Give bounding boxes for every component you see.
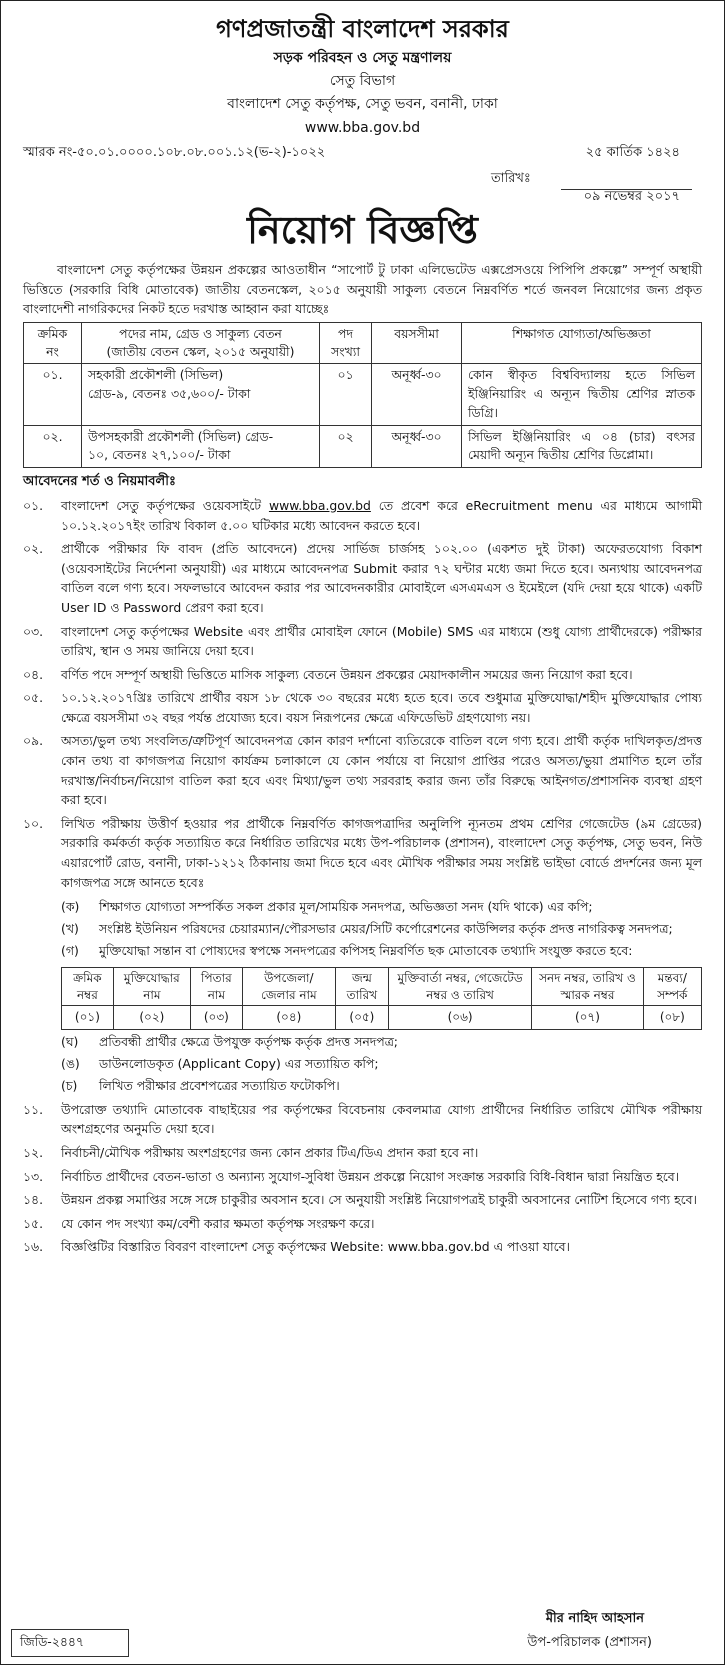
condition-item (23, 1237, 702, 1257)
date-label: তারিখঃ (491, 170, 531, 186)
condition-item (23, 1214, 702, 1234)
condition-item (23, 1100, 702, 1139)
row-qualification: সিভিল ইঞ্জিনিয়ারিং এ ০৪ (চার) বৎসর মেয়াদী অন্যূন দ্বিতীয় শ্রেণির ডিপ্লোমা। (462, 425, 702, 468)
row-post (82, 363, 320, 425)
row-post-grade: গ্রেড-৯, বেতনঃ ৩৫,৬০০/- টাকা (88, 385, 251, 401)
col-post (82, 323, 320, 364)
sub-item-body (61, 895, 702, 961)
sub-item (61, 1055, 702, 1074)
col-count: পদ সংখ্যা (320, 323, 372, 364)
sub-item-label: (খ) (61, 921, 79, 937)
ff-col-father: পিতার নাম (190, 967, 242, 1006)
condition-number: ১৫. (23, 1215, 44, 1231)
website-link[interactable]: www.bba.gov.bd (268, 497, 371, 513)
ff-col-birthdate: জন্ম তারিখ (335, 967, 388, 1006)
condition-item (23, 1190, 702, 1210)
freedom-fighter-table (61, 967, 702, 1031)
sub-item-text: ডাউনলোডকৃত (Applicant Copy) এর সত্যায়িত কপি; (99, 1056, 379, 1072)
condition-number: ১৬. (23, 1239, 44, 1255)
condition-item (23, 496, 702, 535)
condition-item (23, 622, 702, 661)
signer-title: উপ-পরিচালক (প্রশাসন) (527, 1635, 652, 1650)
sub-item (61, 920, 702, 939)
ff-col-remarks: মন্তব্য/ সম্পর্ক (643, 967, 701, 1006)
condition-text: বাংলাদেশ সেতু কর্তৃপক্ষের Website এবং প্রার্থীর মোবাইল ফোনে (Mobile) SMS এর মাধ্যমে (শুধু যোগ্য প্রার্থীদেরকে) পরীক্ষার তারিখ, স্থান ও সময় জানিয়ে দেয়া হবে। (61, 623, 702, 659)
condition-item (23, 1167, 702, 1187)
date-english: ০৯ নভেম্বর ২০১৭ (583, 188, 680, 204)
condition-text-post: তে প্রবেশ করে eRecruitment menu এর মাধ্যমে আগামী ১০.১২.২০১৭ইং তারিখ বিকাল ৫.০০ ঘটিকার মধ্যে আবেদন করতে হবে। (61, 497, 702, 533)
condition-number: ১৩. (23, 1168, 44, 1184)
condition-text: উপরোক্ত তথ্যাদি মোতাবেক বাছাইয়ের পর কর্তৃপক্ষের বিবেচনায় কেবলমাত্র যোগ্য প্রার্থীদের নির্ধারিত তারিখে মৌখিক পরীক্ষায় অংশগ্রহণের অনুমতি দেয়া হবে। (61, 1101, 702, 1137)
condition-number: ০৩. (23, 623, 44, 639)
sub-items-b (23, 1033, 702, 1096)
sub-item (61, 898, 702, 917)
header-website: www.bba.gov.bd (304, 119, 421, 136)
condition-text: নির্বাচিত প্রার্থীদের বেতন-ভাতা ও অন্যান্য সুযোগ-সুবিধা উন্নয়ন প্রকল্পে নিয়োগ সংক্রান্ত সরকারি বিধি-বিধান দ্বারা নিয়ন্ত্রিত হবে। (61, 1168, 680, 1184)
condition-text: অসত্য/ভুল তথ্য সংবলিত/ত্রুটিপূর্ণ আবেদনপত্র কোন কারণ দর্শানো ব্যতিরেকে বাতিল বলে গণ্য হবে। প্রার্থী কর্তৃক দাখিলকৃত/প্রদত্ত কোন তথ্য বা কাগজপত্র নিয়োগ কার্যক্রম চলাকালে যে কোন পর্যায়ে বা নিয়োগ প্রাপ্তির পরেও অসত্য/ভুয়া প্রমাণিত হলে তাঁর দরখাস্ত/নির্বাচন/নিয়োগ বাতিল করা হবে এবং মিথ্যা/ভুল তথ্য সরবরাহ করার জন্য তাঁর বিরুদ্ধে আইনগত/প্রশাসনিক ব্যবস্থা গ্রহণ করা হবে। (61, 733, 702, 808)
division-name: সেতু বিভাগ (329, 73, 396, 90)
condition-text: লিখিত পরীক্ষায় উত্তীর্ণ হওয়ার পর প্রার্থীকে নিম্নবর্ণিত কাগজপত্রাদির অনুলিপি ন্যূনতম প্রথম শ্রেণির গেজেটেড (৯ম গ্রেডের) সরকারি কর্মকর্তা কর্তৃক সত্যায়িত করে নির্ধারিত তারিখের মধ্যে উপ-পরিচালক (প্রশাসন), বাংলাদেশ সেতু কর্তৃপক্ষ, সেতু ভবন, নিউ এয়ারপোর্ট রোড, বনানী, ঢাকা-১২১২ ঠিকানায় জমা দিতে হবে এবং মৌখিক পরীক্ষার সময় সংশ্লিষ্ট ভাইভা বোর্ডে প্রদর্শনের জন্য মূল কাগজপত্র সঙ্গে আনতে হবেঃ (61, 815, 702, 890)
condition-number: ১২. (23, 1145, 44, 1161)
row-age: অনূর্ধ্ব-৩০ (372, 363, 462, 425)
notice-title: নিয়োগ বিজ্ঞপ্তি (247, 207, 478, 252)
ff-cell: (০৩) (190, 1006, 242, 1030)
intro-text: বাংলাদেশ সেতু কর্তৃপক্ষের উন্নয়ন প্রকল্পের আওতাধীন “সাপোর্ট টু ঢাকা এলিভেটেড এক্সপ্রেসওয়ে পিপিপি প্রকল্পে” সম্পূর্ণ অস্থায়ী ভিত্তিতে (সরকারি বিধি মোতাবেক) জাতীয় বেতনস্কেল, ২০১৫ অনুযায়ী সাকুল্য বেতনে নিম্নবর্ণিত শর্তে জনবল নিয়োগের জন্য প্রকৃত বাংলাদেশী নাগরিকদের নিকট হতে দরখাস্ত আহ্বান করা যাচ্ছেঃ (23, 262, 702, 316)
condition-item (23, 1143, 702, 1163)
condition-text: বিজ্ঞপ্তিটির বিস্তারিত বিবরণ বাংলাদেশ সেতু কর্তৃপক্ষের Website: www.bba.gov.bd এ পাওয়া যাবে। (61, 1239, 570, 1255)
col-qualification: শিক্ষাগত যোগ্যতা/অভিজ্ঞতা (462, 323, 702, 364)
ff-cell: (০৬) (388, 1006, 531, 1030)
ff-cell: (০১) (62, 1006, 114, 1030)
sub-item-text: প্রতিবন্ধী প্রার্থীর ক্ষেত্রে উপযুক্ত কর্তৃপক্ষ কর্তৃক প্রদত্ত সনদপত্র; (99, 1034, 398, 1050)
col-age: বয়সসীমা (372, 323, 462, 364)
ff-col-district: উপজেলা/ জেলার নাম (242, 967, 335, 1006)
table-row (24, 425, 702, 468)
date-row (23, 167, 702, 204)
sub-item-label: (ক) (61, 899, 80, 915)
condition-item (23, 688, 702, 727)
table-row (62, 1006, 702, 1030)
row-count: ০২ (320, 425, 372, 468)
sub-item-number (23, 895, 61, 961)
condition-number: ০২. (23, 541, 44, 557)
condition-number: ০৯. (23, 733, 44, 749)
col-post-line2: (জাতীয় বেতন স্কেল, ২০১৫ অনুযায়ী) (106, 344, 295, 359)
condition-item (23, 665, 702, 685)
ff-cell: (০৫) (335, 1006, 388, 1030)
signer-name: মীর নাহিদ আহসান (545, 1611, 644, 1626)
condition-text: প্রার্থীকে পরীক্ষার ফি বাবদ (প্রতি আবেদনে) প্রদেয় সার্ভিজ চার্জসহ ১০২.০০ (একশত দুই টাকা) অফেরতযোগ্য বিকাশ (ওয়েবসাইটের নির্দেশনা অনুযায়ী) এর মাধ্যমে আবেদনপত্র Submit করার ৭২ ঘন্টার মধ্যে জমা দিতে হবে। অন্যথায় আবেদনপত্র বাতিল বলে গণ্য হবে। সফলভাবে আবেদন করার পর আবেদনকারীর মোবাইলে এসএমএস ও ইমেইলে (যদি দেয়া হয়ে থাকে) একটি User ID ও Password প্রেরণ করা হবে। (61, 541, 702, 615)
sub-item (61, 942, 702, 961)
ff-col-name: মুক্তিযোদ্ধার নাম (113, 967, 190, 1006)
ministry-name: সড়ক পরিবহন ও সেতু মন্ত্রণালয় (273, 49, 452, 66)
condition-item (23, 731, 702, 809)
condition-text: বর্ণিত পদে সম্পূর্ণ অস্থায়ী ভিত্তিতে মাসিক সাকুল্য বেতনে উন্নয়ন প্রকল্পের মেয়াদকালীন সময়ের জন্য নিয়োগ করা হবে। (61, 666, 633, 682)
intro-paragraph (23, 260, 702, 318)
condition-number: ১০. (23, 815, 44, 831)
sub-item-label: (গ) (61, 942, 79, 958)
ff-cell: (০২) (113, 1006, 190, 1030)
date-bangla: ২৫ কার্তিক ১৪২৪ (585, 144, 680, 160)
row-serial: ০২. (24, 425, 82, 468)
sub-item-label: (ঘ) (61, 1034, 79, 1050)
row-age: অনূর্ধ্ব-৩০ (372, 425, 462, 468)
conditions-heading: আবেদনের শর্ত ও নিয়মাবলীঃ (23, 474, 176, 490)
sub-item (23, 895, 702, 961)
row-serial: ০১. (24, 363, 82, 425)
col-post-line1: পদের নাম, গ্রেড ও সাকুল্য বেতন (119, 326, 282, 342)
condition-number: ১১. (23, 1101, 44, 1117)
ff-cell: (০৭) (532, 1006, 643, 1030)
condition-item (23, 539, 702, 617)
condition-text (61, 496, 702, 535)
ff-col-serial: ক্রমিক নম্বর (62, 967, 114, 1006)
row-qualification: কোন স্বীকৃত বিশ্ববিদ্যালয় হতে সিভিল ইঞ্জিনিয়ারিং এ অন্যূন দ্বিতীয় শ্রেণির স্নাতক ডিগ্রি। (462, 363, 702, 425)
sub-item (61, 1077, 702, 1096)
sub-item-text: শিক্ষাগত যোগ্যতা সম্পর্কিত সকল প্রকার মূল/সাময়িক সনদপত্র, অভিজ্ঞতা সনদ (যদি থাকে) এর কপি; (99, 899, 593, 915)
freedom-fighter-table-wrap (23, 967, 702, 1031)
ff-cell: (০৪) (242, 1006, 335, 1030)
table-row (24, 363, 702, 425)
row-post-name: উপসহকারী প্রকৌশলী (সিভিল) গ্রেড- (88, 428, 274, 444)
row-post-name: সহকারী প্রকৌশলী (সিভিল) (88, 366, 224, 382)
condition-item (23, 814, 702, 892)
ff-cell: (০৮) (643, 1006, 701, 1030)
condition-number: ০১. (23, 497, 44, 513)
sub-item-label: (ঙ) (61, 1056, 80, 1072)
condition-text-pre: বাংলাদেশ সেতু কর্তৃপক্ষের ওয়েবসাইটে (61, 497, 269, 513)
post-table (23, 322, 702, 468)
row-post (82, 425, 320, 468)
reference-row (23, 143, 702, 167)
sub-item-text: সংশ্লিষ্ট ইউনিয়ন পরিষদের চেয়ারম্যান/পৌরসভার মেয়র/সিটি কর্পোরেশনের কাউন্সিলর কর্তৃক প্রদত্ত নাগরিকত্ব সনদপত্র; (99, 921, 673, 937)
condition-text: ১০.১২.২০১৭খ্রিঃ তারিখে প্রার্থীর বয়স ১৮ থেকে ৩০ বছরের মধ্যে হতে হবে। তবে শুধুমাত্র মুক্তিযোদ্ধা/শহীদ মুক্তিযোদ্ধার পোষ্য ক্ষেত্রে বয়সসীমা ৩২ বছর পর্যন্ত প্রযোজ্য হবে। বয়স নিরূপনের ক্ষেত্রে এফিডেভিট গ্রহণযোগ্য নয়। (61, 690, 702, 725)
condition-text: উন্নয়ন প্রকল্প সমাপ্তির সঙ্গে সঙ্গে চাকুরীর অবসান হবে। সে অনুযায়ী সংশ্লিষ্ট নিয়োগপত্রই চাকুরী অবসানের নোটিশ হিসেবে গণ্য হবে। (61, 1192, 697, 1208)
sub-item-label: (চ) (61, 1078, 78, 1094)
memo-number: স্মারক নং-৫০.০১.০০০০.১০৮.০৮.০০১.১২(ভ-২)-১০২২ (23, 144, 326, 160)
condition-text: যে কোন পদ সংখ্যা কম/বেশী করার ক্ষমতা কর্তৃপক্ষ সংরক্ষণ করে। (61, 1215, 375, 1231)
sub-item (61, 1033, 702, 1052)
sub-item-text: মুক্তিযোদ্ধা সন্তান বা পোষ্যদের স্বপক্ষে সনদপত্রের কপিসহ নিম্নবর্ণিত ছক মোতাবেক তথ্যাদি সংযুক্ত করতে হবে: (99, 942, 633, 958)
gd-number: জিডি-২৪৪৭ (11, 1629, 129, 1657)
condition-number: ০৪. (23, 666, 44, 682)
sub-item-text: লিখিত পরীক্ষার প্রবেশপত্রের সত্যায়িত ফটোকপি। (99, 1078, 340, 1094)
condition-number: ০৫. (23, 690, 44, 706)
col-serial: ক্রমিক নং (24, 323, 82, 364)
ff-col-gazette: মুক্তিবার্তা নম্বর, গেজেটেড নম্বর ও তারিখ (388, 967, 531, 1006)
condition-text: নির্বাচনী/মৌখিক পরীক্ষায় অংশগ্রহণের জন্য কোন প্রকার টিএ/ডিএ প্রদান করা হবে না। (61, 1145, 479, 1161)
row-count: ০১ (320, 363, 372, 425)
row-post-grade: ১০, বেতনঃ ২৭,১০০/- টাকা (88, 447, 231, 463)
ff-col-certificate: সনদ নম্বর, তারিখ ও স্মারক নম্বর (532, 967, 643, 1006)
government-title: গণপ্রজাতন্ত্রী বাংলাদেশ সরকার (216, 15, 509, 43)
condition-number: ১৪. (23, 1192, 44, 1208)
office-address: বাংলাদেশ সেতু কর্তৃপক্ষ, সেতু ভবন, বনানী, ঢাকা (227, 96, 498, 113)
